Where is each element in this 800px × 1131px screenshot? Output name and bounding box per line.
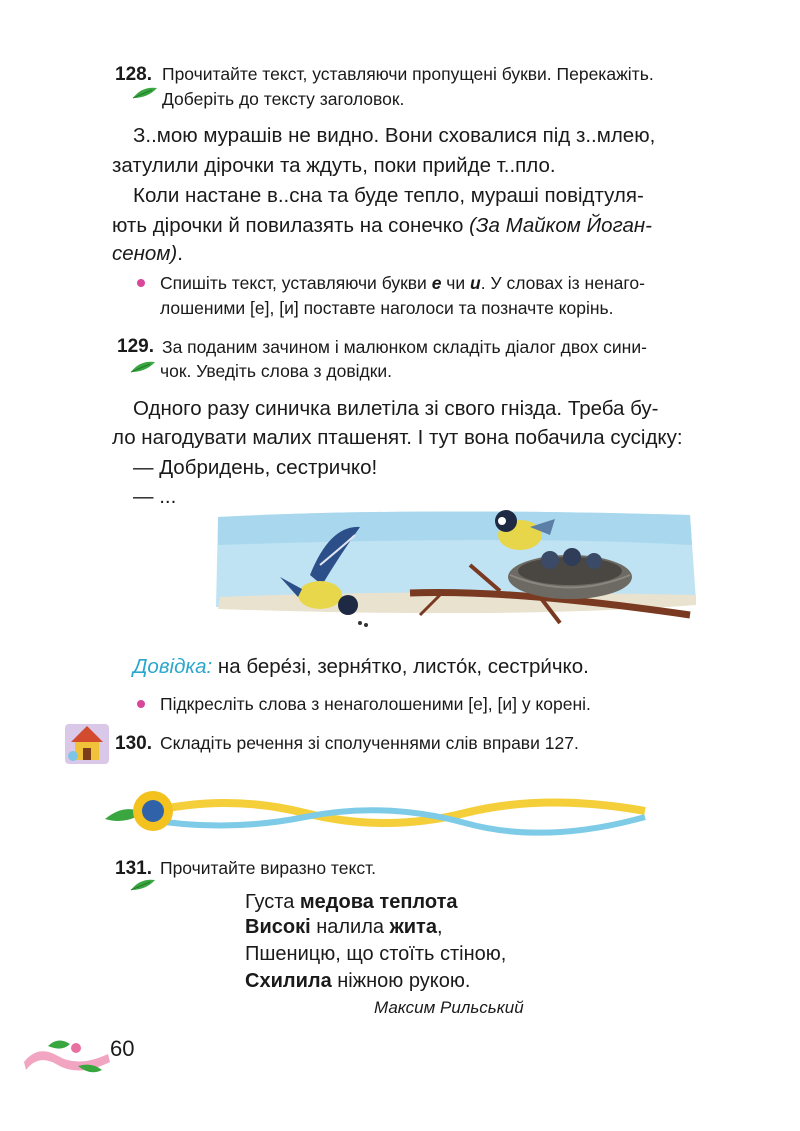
exercise-129-number: 129.	[117, 336, 154, 357]
source-citation: (За Майком Йоган-	[469, 214, 652, 237]
poem-line: Пшеницю, що стоїть стіною,	[245, 943, 507, 965]
poem-line: Високі налила жита,	[245, 916, 443, 938]
pen-leaf-icon	[130, 878, 156, 892]
house-icon	[63, 716, 111, 766]
exercise-129-text-line: Одного разу синичка вилетіла зі свого гнізда. Треба бу-	[133, 397, 659, 420]
exercise-129-text-line: ло нагодувати малих пташенят. І тут вона побачила сусідку:	[112, 426, 683, 449]
exercise-128-text-line: ють дірочки й повилазять на сонечко (За Майком Йоган-	[112, 214, 652, 237]
exercise-128-text-line: Коли настане в..сна та буде тепло, мураші повідтуля-	[133, 184, 644, 207]
exercise-128-text-line: сеном).	[112, 242, 183, 265]
exercise-128-bullet-line1: Спишіть текст, уставляючи букви е чи и. У словах із ненаго-	[160, 273, 645, 293]
page-number: 60	[110, 1036, 135, 1061]
reference-words: Довідка: на бере́зі, зерня́тко, листо́к, сестри́чко.	[133, 655, 589, 678]
exercise-129-task-line2: чок. Уведіть слова з довідки.	[160, 361, 393, 381]
exercise-130-task: Складіть речення зі сполученнями слів вправи 127.	[160, 733, 579, 753]
bullet-icon	[137, 279, 145, 287]
exercise-128-text-line: затулили дірочки та ждуть, поки прийде т..пло.	[112, 154, 556, 177]
exercise-128-task-line1: Прочитайте текст, уставляючи пропущені букви. Перекажіть.	[162, 64, 654, 84]
source-citation: сеном)	[112, 242, 178, 265]
poem-author: Максим Рильський	[374, 998, 524, 1017]
exercise-128-bullet-line2: лошеними [е], [и] поставте наголоси та позначте корінь.	[160, 298, 614, 318]
exercise-129-bullet: Підкресліть слова з ненаголошеними [е], [и] у корені.	[160, 694, 591, 714]
bullet-icon	[137, 700, 145, 708]
exercise-128-number: 128.	[115, 64, 152, 85]
reference-label: Довідка:	[133, 655, 213, 678]
sunflower-ribbon-divider	[105, 783, 665, 845]
dialog-line: — ...	[133, 485, 177, 508]
poem-line: Густа медова теплота	[245, 891, 458, 913]
exercise-128-task-line2: Доберіть до тексту заголовок.	[162, 89, 405, 109]
exercise-131-number: 131.	[115, 858, 152, 879]
exercise-131-task: Прочитайте виразно текст.	[160, 858, 377, 878]
exercise-128-text-line: З..мою мурашів не видно. Вони сховалися під з..млею,	[133, 124, 656, 147]
exercise-130-number: 130.	[115, 733, 152, 754]
pen-leaf-icon	[132, 86, 158, 100]
poem-line: Схилила ніжною рукою.	[245, 970, 471, 992]
pen-leaf-icon	[130, 360, 156, 374]
titmice-nest-illustration	[210, 505, 698, 635]
exercise-129-task-line1: За поданим зачином і малюнком складіть діалог двох сини-	[162, 337, 647, 357]
scroll-flower-icon	[18, 1032, 114, 1080]
dialog-line: — Добридень, сестричко!	[133, 456, 378, 479]
